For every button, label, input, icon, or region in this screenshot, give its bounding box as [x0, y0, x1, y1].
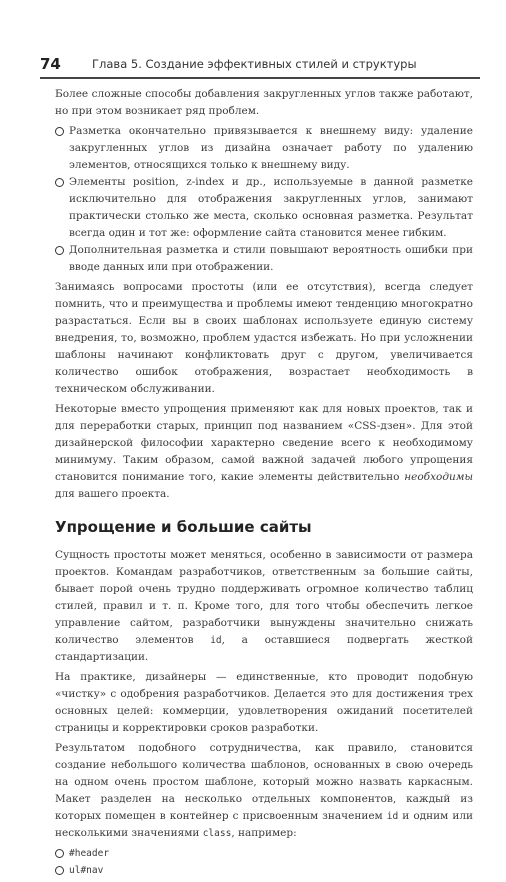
problem-list — [55, 123, 473, 276]
problem-item — [55, 123, 473, 174]
inline-code-class: class — [202, 828, 232, 839]
paragraph-text-end: , а оставшиеся подвергать жесткой стандартизации. — [55, 634, 473, 663]
problem-text: Дополнительная разметка и стили повышают вероятность ошибки при вводе данных или при отображении. — [69, 244, 473, 273]
bullet-circle-icon — [55, 866, 64, 875]
problem-item — [55, 174, 473, 242]
paragraph-text: Результатом подобного сотрудничества, как правило, становится создание небольшого количества шаблонов, основанных в свою очередь на одном очень простом шаблоне, который можно назвать каркасным. Макет разделен на несколько отдельных компонентов, каждый из которых помещен в контейнер с присвоенным значением — [55, 742, 473, 822]
css-zen-paragraph — [55, 401, 473, 503]
page-number: 74 — [40, 55, 61, 73]
large-sites-paragraph-2: На практике, дизайнеры — единственные, кто проводит подобную «чистку» с одобрения разработчиков. Делается это для достижения трех основных целей: коммерции, удовлетворения ожиданий посетителей страницы и корректировки сроков разработки. — [55, 671, 473, 734]
paragraph-text-end: , например: — [231, 827, 297, 839]
problem-text: Разметка окончательно привязывается к внешнему виду: удаление закругленных углов из дизайна означает работу по удалению элементов, относящихся только к внешнему виду. — [69, 125, 473, 171]
large-sites-paragraph-3 — [55, 740, 473, 842]
inline-code-id: id — [386, 811, 399, 822]
example-item — [55, 845, 473, 862]
inline-code: id — [210, 635, 222, 646]
intro-paragraph: Более сложные способы добавления закругленных углов также работают, но при этом возникает ряд проблем. — [55, 88, 473, 117]
example-code: #header — [69, 848, 110, 859]
problem-item — [55, 242, 473, 276]
example-list — [55, 845, 473, 879]
large-sites-paragraph-1 — [55, 547, 473, 666]
paragraph-text: Сущность простоты может меняться, особенно в зависимости от размера проектов. Командам разработчиков, ответственным за большие сайты, бывает порой очень трудно поддерживать огромное количество таблиц стилей, правил и т. п. Кроме того, для того чтобы обеспечить легкое управление сайтом, разработчики вынуждены значительно снижать количество элементов — [55, 549, 473, 646]
chapter-title: Глава 5. Создание эффективных стилей и структуры — [92, 57, 417, 71]
simplicity-paragraph: Занимаясь вопросами простоты (или ее отсутствия), всегда следует помнить, что и преимущества и проблемы имеют тенденцию многократно разрастаться. Если вы в своих шаблонах используете единую систему внедрения, то, возможно, проблем удастся избежать. Но при усложнении шаблоны начинают конфликтовать друг с другом, увеличивается количество ошибок отображения, возрастает необходимость в техническом обслуживании. — [55, 281, 473, 395]
example-code: ul#nav — [69, 865, 104, 876]
header-rule — [40, 77, 480, 79]
bullet-circle-icon — [55, 849, 64, 858]
css-zen-text: Некоторые вместо упрощения применяют как для новых проектов, так и для переработки старых, принцип под названием «CSS-дзен». Для этой дизайнерской философии характерно сведение всего к необходимому минимуму. Таким образом, самой важной задачей любого упрощения становится понимание того, какие элементы действительно — [55, 403, 473, 483]
bullet-circle-icon — [55, 246, 64, 255]
section-heading: Упрощение и большие сайты — [55, 518, 312, 536]
running-header — [40, 55, 480, 79]
emphasis-text: необходимы — [404, 471, 473, 483]
bullet-circle-icon — [55, 178, 64, 187]
example-item — [55, 862, 473, 879]
problem-text: Элементы position, z-index и др., используемые в данной разметке исключительно для отображения закругленных углов, занимают практически столько же места, сколько основная разметка. Результат всегда один и тот же: оформление сайта становится менее гибким. — [69, 176, 473, 239]
bullet-circle-icon — [55, 127, 64, 136]
page-body — [55, 86, 473, 882]
paragraph-text-middle: и одним или несколькими значениями — [55, 810, 473, 839]
css-zen-text-end: для вашего проекта. — [55, 488, 170, 500]
